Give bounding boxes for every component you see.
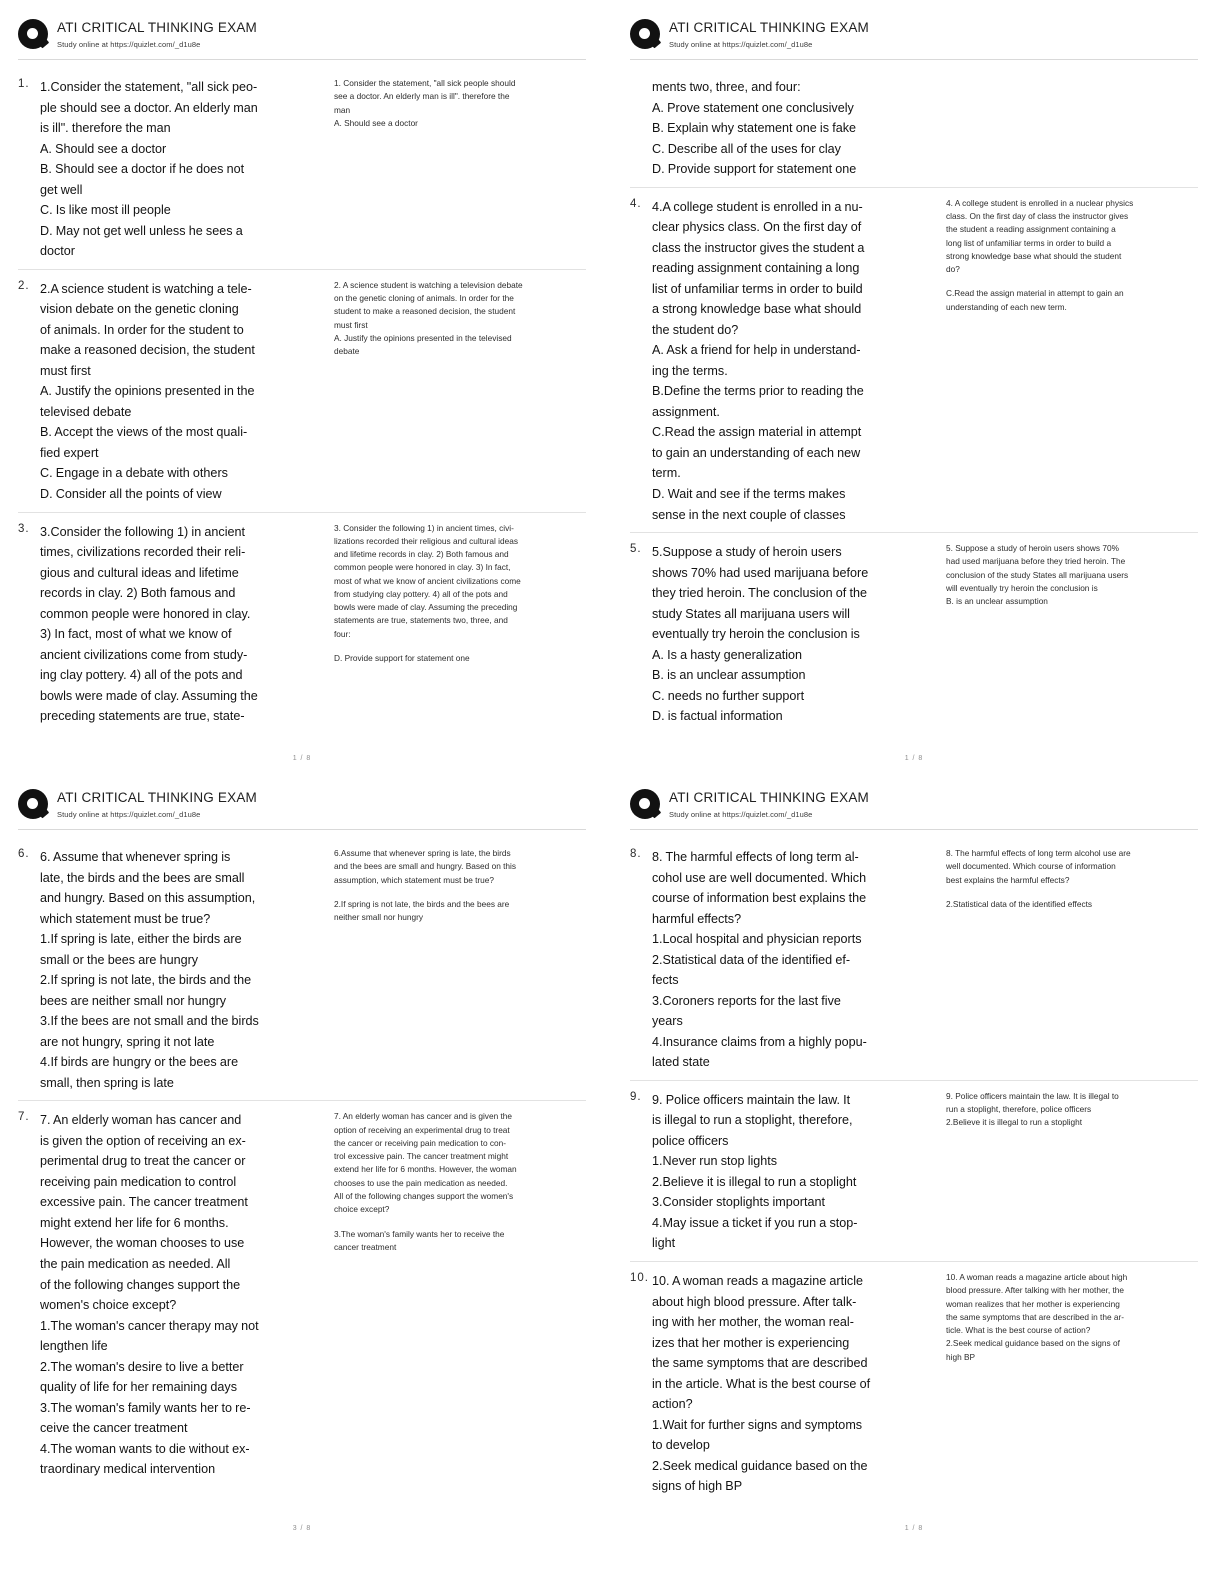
question-row bbox=[630, 1080, 1198, 1261]
question-text-line: might extend her life for 6 months. bbox=[40, 1215, 229, 1230]
question-list-4 bbox=[630, 838, 1198, 1503]
answer-text bbox=[946, 847, 1198, 1073]
answer-text-line: man bbox=[334, 104, 351, 115]
page-panel-3 bbox=[0, 778, 612, 1548]
question-text-line: which statement must be true? bbox=[40, 911, 211, 926]
question-text bbox=[652, 1271, 936, 1497]
question-text-line: light bbox=[652, 1236, 676, 1251]
answer-text-line: 1. Consider the statement, "all sick people should bbox=[334, 78, 516, 89]
question-text-line: lated state bbox=[652, 1055, 710, 1070]
answer-text-line: A. Should see a doctor bbox=[334, 117, 418, 128]
page-panel-1 bbox=[0, 8, 612, 778]
answer-text-line: well documented. Which course of information bbox=[946, 861, 1116, 872]
answer-text-line: most of what we know of ancient civilizations come bbox=[334, 575, 521, 586]
answer-text-line: lizations recorded their religious and cultural ideas bbox=[334, 535, 519, 546]
answer-text-line: 3. Consider the following 1) in ancient times, civi- bbox=[334, 522, 514, 533]
question-text-line: A. Should see a doctor bbox=[40, 141, 167, 156]
answer-text bbox=[946, 1271, 1198, 1497]
question-text-line: 5.Suppose a study of heroin users bbox=[652, 545, 842, 560]
answer-text-line: 2.If spring is not late, the birds and the bees are bbox=[334, 898, 510, 909]
question-text-line: police officers bbox=[652, 1133, 729, 1148]
page-header bbox=[18, 788, 586, 825]
answer-text-line: student to make a reasoned decision, the student bbox=[334, 306, 516, 317]
answer-text-line: ticle. What is the best course of action? bbox=[946, 1325, 1091, 1336]
page-footer: 1 / 8 bbox=[904, 1525, 924, 1532]
header-divider bbox=[630, 59, 1198, 60]
page-footer: 3 / 8 bbox=[292, 1525, 312, 1532]
answer-text-line: common people were honored in clay. 3) In fact, bbox=[334, 562, 511, 573]
question-text-line: about high blood pressure. After talk- bbox=[652, 1294, 857, 1309]
answer-text-line: A. Justify the opinions presented in the televised bbox=[334, 332, 512, 343]
page-footer: 1 / 8 bbox=[292, 755, 312, 762]
question-text bbox=[40, 847, 324, 1093]
answer-text-line: C.Read the assign material in attempt to gain an bbox=[946, 288, 1124, 299]
question-text-line: A. Is a hasty generalization bbox=[652, 647, 803, 662]
question-row bbox=[630, 532, 1198, 734]
answer-text bbox=[334, 279, 586, 505]
question-text-line: term. bbox=[652, 466, 681, 481]
answer-text-line: blood pressure. After talking with her mother, the bbox=[946, 1285, 1125, 1296]
question-text-line: 2.If spring is not late, the birds and the bbox=[40, 973, 252, 988]
page-title: ATI CRITICAL THINKING EXAM bbox=[57, 790, 257, 805]
question-text-line: However, the woman chooses to use bbox=[40, 1236, 245, 1251]
question-text-line: fects bbox=[652, 973, 679, 988]
question-text-line: list of unfamiliar terms in order to build bbox=[652, 281, 863, 296]
answer-text-line: the cancer or receiving pain medication to con- bbox=[334, 1137, 507, 1148]
question-text-line: A. Justify the opinions presented in the bbox=[40, 384, 255, 399]
question-text-line: 3.Consider stoplights important bbox=[652, 1195, 826, 1210]
question-text-line: small or the bees are hungry bbox=[40, 952, 199, 967]
question-text-line: ple should see a doctor. An elderly man bbox=[40, 100, 258, 115]
question-text-line: 4.If birds are hungry or the bees are bbox=[40, 1055, 239, 1070]
quizlet-q-logo-icon bbox=[630, 19, 660, 49]
answer-text-line: the student a reading assignment containing a bbox=[946, 224, 1116, 235]
page-panel-4 bbox=[612, 778, 1224, 1548]
question-text-line: izes that her mother is experiencing bbox=[652, 1335, 850, 1350]
question-text-line: is given the option of receiving an ex- bbox=[40, 1133, 246, 1148]
answer-text-line: neither small nor hungry bbox=[334, 912, 424, 923]
question-text-line: ments two, three, and four: bbox=[652, 80, 801, 95]
question-text-line: ancient civilizations come from study- bbox=[40, 647, 248, 662]
question-number: 10. bbox=[630, 1271, 649, 1284]
answer-text-line: from studying clay pottery. 4) all of the pots and bbox=[334, 588, 508, 599]
question-number: 8. bbox=[630, 848, 642, 861]
answer-text-line: 8. The harmful effects of long term alcohol use are bbox=[946, 848, 1131, 859]
question-row bbox=[18, 1100, 586, 1486]
question-text-line: 2.Statistical data of the identified ef- bbox=[652, 952, 851, 967]
question-text-line: is ill". therefore the man bbox=[40, 121, 171, 136]
answer-text-line: 2.Statistical data of the identified effects bbox=[946, 898, 1093, 909]
page-header bbox=[18, 18, 586, 55]
quizlet-q-logo-icon bbox=[18, 19, 48, 49]
question-text-line: lengthen life bbox=[40, 1339, 108, 1354]
header-divider bbox=[18, 59, 586, 60]
page-title: ATI CRITICAL THINKING EXAM bbox=[57, 20, 257, 35]
answer-text-line: woman realizes that her mother is experiencing bbox=[946, 1298, 1120, 1309]
question-row bbox=[630, 68, 1198, 187]
question-text-line: D. Consider all the points of view bbox=[40, 486, 222, 501]
question-text-line: make a reasoned decision, the student bbox=[40, 343, 255, 358]
question-text-line: 2.Believe it is illegal to run a stoplight bbox=[652, 1174, 857, 1189]
question-text bbox=[652, 542, 936, 727]
answer-text-line: cancer treatment bbox=[334, 1241, 397, 1252]
question-text-line: years bbox=[652, 1014, 683, 1029]
question-text-line: 1.If spring is late, either the birds are bbox=[40, 932, 242, 947]
question-text-line: receiving pain medication to control bbox=[40, 1174, 237, 1189]
question-text-line: 2.Seek medical guidance based on the bbox=[652, 1458, 868, 1473]
question-text-line: 1.Local hospital and physician reports bbox=[652, 932, 862, 947]
question-text-line: gious and cultural ideas and lifetime bbox=[40, 565, 239, 580]
answer-text-line: 2. A science student is watching a television debate bbox=[334, 279, 523, 290]
page-header bbox=[630, 788, 1198, 825]
question-text-line: signs of high BP bbox=[652, 1479, 743, 1494]
question-list-3 bbox=[18, 838, 586, 1486]
question-number: 1. bbox=[18, 78, 30, 91]
question-text-line: 4.May issue a ticket if you run a stop- bbox=[652, 1215, 858, 1230]
question-text-line: late, the birds and the bees are small bbox=[40, 870, 245, 885]
question-number: 5. bbox=[630, 543, 642, 556]
question-number: 2. bbox=[18, 279, 30, 292]
question-text-line: 3.Coroners reports for the last five bbox=[652, 993, 841, 1008]
question-text-line: ing clay pottery. 4) all of the pots and bbox=[40, 668, 243, 683]
answer-text-line bbox=[334, 1217, 586, 1228]
question-number: 7. bbox=[18, 1111, 30, 1124]
question-text-line: small, then spring is late bbox=[40, 1075, 174, 1090]
answer-text-line: debate bbox=[334, 346, 360, 357]
question-text-line: ing the terms. bbox=[652, 363, 728, 378]
question-text-line: the same symptoms that are described bbox=[652, 1356, 868, 1371]
question-text-line: 6. Assume that whenever spring is bbox=[40, 850, 231, 865]
answer-text-line: see a doctor. An elderly man is ill". therefore the bbox=[334, 91, 510, 102]
study-link: Study online at https://quizlet.com/_d1u8e bbox=[57, 810, 201, 820]
question-text bbox=[652, 847, 936, 1073]
question-text-line: 4.A college student is enrolled in a nu- bbox=[652, 199, 863, 214]
answer-text-line: assumption, which statement must be true? bbox=[334, 874, 495, 885]
question-row bbox=[18, 269, 586, 512]
question-number: 9. bbox=[630, 1090, 642, 1103]
question-text-line: A. Ask a friend for help in understand- bbox=[652, 343, 861, 358]
header-divider bbox=[18, 829, 586, 830]
answer-text-line: do? bbox=[946, 264, 960, 275]
question-text-line: perimental drug to treat the cancer or bbox=[40, 1154, 246, 1169]
question-text-line: times, civilizations recorded their reli- bbox=[40, 545, 246, 560]
question-text-line: C. Is like most ill people bbox=[40, 203, 171, 218]
question-text-line: a strong knowledge base what should bbox=[652, 302, 862, 317]
question-text-line: cohol use are well documented. Which bbox=[652, 870, 867, 885]
answer-text-line: choice except? bbox=[334, 1204, 390, 1215]
question-text bbox=[652, 1090, 936, 1254]
answer-text bbox=[334, 1110, 586, 1479]
answer-text-line: All of the following changes support the women's bbox=[334, 1190, 514, 1201]
question-text-line: preceding statements are true, state- bbox=[40, 709, 245, 724]
question-text-line: C. Engage in a debate with others bbox=[40, 466, 228, 481]
question-list-2 bbox=[630, 68, 1198, 733]
answer-text-line: option of receiving an experimental drug to treat bbox=[334, 1124, 510, 1135]
answer-text-line: high BP bbox=[946, 1351, 976, 1362]
question-text-line: ceive the cancer treatment bbox=[40, 1421, 188, 1436]
question-text-line: eventually try heroin the conclusion is bbox=[652, 627, 860, 642]
question-text-line: 3.The woman's family wants her to re- bbox=[40, 1400, 251, 1415]
question-text bbox=[40, 77, 324, 262]
answer-text-line: 2.Believe it is illegal to run a stoplight bbox=[946, 1117, 1083, 1128]
answer-text-line: run a stoplight, therefore, police officers bbox=[946, 1104, 1092, 1115]
question-number: 4. bbox=[630, 197, 642, 210]
question-text-line: 4.The woman wants to die without ex- bbox=[40, 1441, 250, 1456]
page-title: ATI CRITICAL THINKING EXAM bbox=[669, 790, 869, 805]
question-text-line: to gain an understanding of each new bbox=[652, 445, 861, 460]
question-text-line: bowls were made of clay. Assuming the bbox=[40, 688, 258, 703]
question-text-line: C. Describe all of the uses for clay bbox=[652, 141, 841, 156]
question-text-line: to develop bbox=[652, 1438, 710, 1453]
question-text bbox=[40, 1110, 324, 1479]
question-text-line: B. is an unclear assumption bbox=[652, 668, 806, 683]
answer-text-line: 6.Assume that whenever spring is late, the birds bbox=[334, 848, 511, 859]
answer-text-line bbox=[334, 641, 586, 652]
question-text-line: harmful effects? bbox=[652, 911, 742, 926]
answer-text-line: the same symptoms that are described in the ar- bbox=[946, 1311, 1125, 1322]
study-link: Study online at https://quizlet.com/_d1u8e bbox=[57, 40, 201, 50]
answer-text bbox=[946, 1090, 1198, 1254]
question-text-line: shows 70% had used marijuana before bbox=[652, 565, 869, 580]
answer-text-line: long list of unfamiliar terms in order to build a bbox=[946, 237, 1112, 248]
quizlet-q-logo-icon bbox=[18, 789, 48, 819]
question-text-line: A. Prove statement one conclusively bbox=[652, 100, 854, 115]
question-text-line: B.Define the terms prior to reading the bbox=[652, 384, 864, 399]
question-text-line: 2.The woman's desire to live a better bbox=[40, 1359, 244, 1374]
question-text-line: and hungry. Based on this assumption, bbox=[40, 891, 256, 906]
answer-text-line: and the bees are small and hungry. Based on this bbox=[334, 861, 517, 872]
answer-text-line: bowls were made of clay. Assuming the preceding bbox=[334, 602, 518, 613]
question-text-line: B. Accept the views of the most quali- bbox=[40, 425, 248, 440]
question-text-line: ing with her mother, the woman real- bbox=[652, 1315, 854, 1330]
question-text-line: B. Should see a doctor if he does not bbox=[40, 162, 245, 177]
question-text-line: study States all marijuana users will bbox=[652, 606, 850, 621]
question-text-line: C. needs no further support bbox=[652, 688, 805, 703]
question-text-line: fied expert bbox=[40, 445, 99, 460]
answer-text bbox=[334, 522, 586, 727]
answer-text-line: 5. Suppose a study of heroin users shows 70% bbox=[946, 543, 1119, 554]
question-text-line: action? bbox=[652, 1397, 693, 1412]
answer-text-line: four: bbox=[334, 628, 351, 639]
question-text-line: 1.Consider the statement, "all sick peo- bbox=[40, 80, 258, 95]
question-text-line: 10. A woman reads a magazine article bbox=[652, 1273, 864, 1288]
question-text-line: D. Wait and see if the terms makes bbox=[652, 486, 846, 501]
question-text bbox=[40, 522, 324, 727]
question-text-line: 4.Insurance claims from a highly popu- bbox=[652, 1034, 867, 1049]
question-text-line: records in clay. 2) Both famous and bbox=[40, 586, 236, 601]
question-text-line: class the instructor gives the student a bbox=[652, 240, 865, 255]
question-text-line: the student do? bbox=[652, 322, 739, 337]
page-title: ATI CRITICAL THINKING EXAM bbox=[669, 20, 869, 35]
question-text-line: 3) In fact, most of what we know of bbox=[40, 627, 232, 642]
question-text-line: of animals. In order for the student to bbox=[40, 322, 244, 337]
page-panel-2 bbox=[612, 8, 1224, 778]
question-text-line: 3.If the bees are not small and the birds bbox=[40, 1014, 259, 1029]
question-number bbox=[630, 77, 652, 180]
question-text-line: televised debate bbox=[40, 404, 132, 419]
answer-text bbox=[946, 197, 1198, 525]
answer-text-line: strong knowledge base what should the student bbox=[946, 250, 1122, 261]
answer-text bbox=[946, 77, 1198, 180]
quizlet-q-logo-icon bbox=[630, 789, 660, 819]
question-number: 6. bbox=[18, 848, 30, 861]
question-text-line: B. Explain why statement one is fake bbox=[652, 121, 857, 136]
answer-text-line: must first bbox=[334, 319, 368, 330]
answer-text bbox=[334, 847, 586, 1093]
question-text-line: common people were honored in clay. bbox=[40, 606, 251, 621]
answer-text-line: 9. Police officers maintain the law. It is illegal to bbox=[946, 1090, 1119, 1101]
question-list-1 bbox=[18, 68, 586, 733]
question-row bbox=[630, 1261, 1198, 1504]
question-text-line: excessive pain. The cancer treatment bbox=[40, 1195, 248, 1210]
answer-text-line: had used marijuana before they tried heroin. The bbox=[946, 556, 1126, 567]
question-number: 3. bbox=[18, 522, 30, 535]
question-text bbox=[652, 197, 936, 525]
question-text-line: C.Read the assign material in attempt bbox=[652, 425, 862, 440]
question-text-line: sense in the next couple of classes bbox=[652, 507, 846, 522]
answer-text-line: conclusion of the study States all marijuana users bbox=[946, 569, 1129, 580]
answer-text-line: D. Provide support for statement one bbox=[334, 652, 470, 663]
question-text bbox=[40, 279, 324, 505]
question-text-line: 9. Police officers maintain the law. It bbox=[652, 1092, 851, 1107]
answer-text-line: 3.The woman's family wants her to receive the bbox=[334, 1228, 505, 1239]
study-link: Study online at https://quizlet.com/_d1u8e bbox=[669, 810, 813, 820]
question-text-line: of the following changes support the bbox=[40, 1277, 241, 1292]
answer-text-line: on the genetic cloning of animals. In order for the bbox=[334, 293, 514, 304]
answer-text-line: best explains the harmful effects? bbox=[946, 874, 1070, 885]
question-text-line: must first bbox=[40, 363, 91, 378]
question-text-line: they tried heroin. The conclusion of the bbox=[652, 586, 867, 601]
question-text-line: 1.Wait for further signs and symptoms bbox=[652, 1417, 863, 1432]
answer-text-line: B. is an unclear assumption bbox=[946, 596, 1048, 607]
answer-text-line: trol excessive pain. The cancer treatment might bbox=[334, 1151, 509, 1162]
answer-text-line: 2.Seek medical guidance based on the signs of bbox=[946, 1338, 1120, 1349]
question-row bbox=[18, 838, 586, 1100]
question-text-line: is illegal to run a stoplight, therefore, bbox=[652, 1113, 853, 1128]
question-text-line: the pain medication as needed. All bbox=[40, 1256, 231, 1271]
question-text-line: 2.A science student is watching a tele- bbox=[40, 281, 252, 296]
answer-text-line bbox=[946, 887, 1198, 898]
answer-text-line: chooses to use the pain medication as needed. bbox=[334, 1177, 508, 1188]
question-row bbox=[18, 68, 586, 269]
question-text-line: D. Provide support for statement one bbox=[652, 162, 857, 177]
header-divider bbox=[630, 829, 1198, 830]
question-text bbox=[652, 77, 936, 180]
answer-text-line: extend her life for 6 months. However, the woman bbox=[334, 1164, 517, 1175]
question-row bbox=[630, 187, 1198, 532]
question-row bbox=[18, 512, 586, 734]
study-link: Study online at https://quizlet.com/_d1u8e bbox=[669, 40, 813, 50]
question-text-line: get well bbox=[40, 182, 83, 197]
question-text-line: bees are neither small nor hungry bbox=[40, 993, 227, 1008]
answer-text-line: 10. A woman reads a magazine article about high bbox=[946, 1271, 1128, 1282]
question-text-line: 1.The woman's cancer therapy may not bbox=[40, 1318, 259, 1333]
answer-text-line: class. On the first day of class the instructor gives bbox=[946, 211, 1129, 222]
question-text-line: clear physics class. On the first day of bbox=[652, 220, 862, 235]
question-text-line: quality of life for her remaining days bbox=[40, 1380, 238, 1395]
page-header bbox=[630, 18, 1198, 55]
question-text-line: reading assignment containing a long bbox=[652, 261, 860, 276]
question-text-line: D. is factual information bbox=[652, 709, 783, 724]
question-text-line: course of information best explains the bbox=[652, 891, 867, 906]
answer-text-line: will eventually try heroin the conclusion is bbox=[946, 582, 1098, 593]
answer-text-line bbox=[946, 276, 1198, 287]
question-text-line: vision debate on the genetic cloning bbox=[40, 302, 239, 317]
answer-text-line: and lifetime records in clay. 2) Both famous and bbox=[334, 549, 509, 560]
question-text-line: assignment. bbox=[652, 404, 720, 419]
question-text-line: in the article. What is the best course of bbox=[652, 1376, 871, 1391]
question-text-line: 7. An elderly woman has cancer and bbox=[40, 1113, 242, 1128]
question-text-line: 1.Never run stop lights bbox=[652, 1154, 778, 1169]
question-text-line: women's choice except? bbox=[40, 1298, 177, 1313]
answer-text-line bbox=[334, 887, 586, 898]
answer-text-line: understanding of each new term. bbox=[946, 301, 1067, 312]
question-text-line: D. May not get well unless he sees a bbox=[40, 223, 243, 238]
page-footer: 1 / 8 bbox=[904, 755, 924, 762]
answer-text bbox=[946, 542, 1198, 727]
question-text-line: are not hungry, spring it not late bbox=[40, 1034, 215, 1049]
answer-text-line: 7. An elderly woman has cancer and is given the bbox=[334, 1111, 513, 1122]
question-text-line: 3.Consider the following 1) in ancient bbox=[40, 524, 246, 539]
answer-text bbox=[334, 77, 586, 262]
answer-text-line: statements are true, statements two, three, and bbox=[334, 615, 508, 626]
question-row bbox=[630, 838, 1198, 1080]
question-text-line: doctor bbox=[40, 244, 76, 259]
answer-text-line: 4. A college student is enrolled in a nuclear physics bbox=[946, 197, 1134, 208]
question-text-line: traordinary medical intervention bbox=[40, 1462, 216, 1477]
question-text-line: 8. The harmful effects of long term al- bbox=[652, 850, 859, 865]
